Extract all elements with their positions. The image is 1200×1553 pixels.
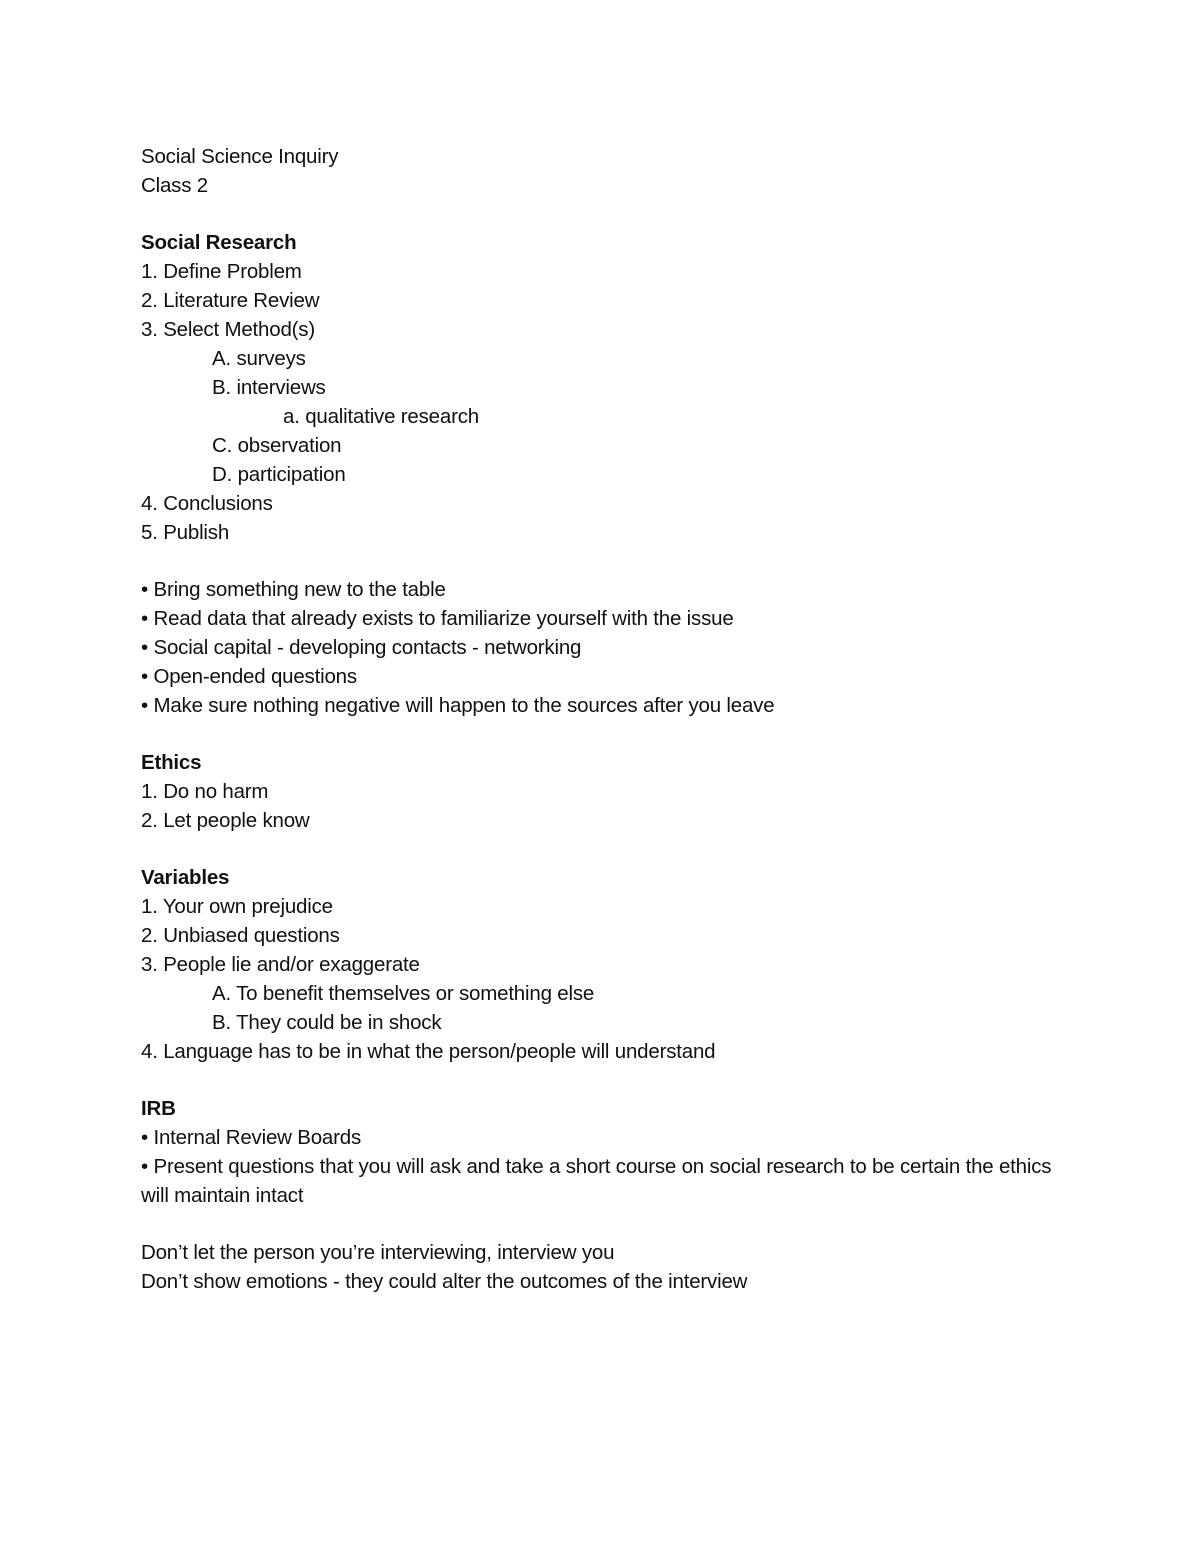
spacer — [141, 200, 1141, 228]
list-item: 2. Let people know — [141, 809, 310, 832]
section-heading-ethics: Ethics — [141, 751, 202, 774]
spacer — [141, 1066, 1141, 1094]
sub-list-item: D. participation — [212, 463, 346, 486]
sub-list-item: B. interviews — [212, 376, 326, 399]
bullet-item: • Bring something new to the table — [141, 578, 446, 601]
bullet-item: • Present questions that you will ask and take a short course on social research to be certain the ethics will maintain intact — [141, 1155, 1052, 1207]
list-item: 1. Define Problem — [141, 260, 302, 283]
spacer — [141, 835, 1141, 863]
list-item: 4. Conclusions — [141, 492, 273, 515]
bullet-item: • Read data that already exists to familiarize yourself with the issue — [141, 607, 734, 630]
spacer — [141, 720, 1141, 748]
spacer — [141, 547, 1141, 575]
section-heading-social-research: Social Research — [141, 231, 297, 254]
bullet-item: • Make sure nothing negative will happen to the sources after you leave — [141, 694, 775, 717]
bullet-item: • Social capital - developing contacts - networking — [141, 636, 582, 659]
closing-line: Don’t let the person you’re interviewing, interview you — [141, 1241, 615, 1264]
list-item: 3. Select Method(s) — [141, 318, 315, 341]
spacer — [141, 1210, 1141, 1238]
list-item: 4. Language has to be in what the person/people will understand — [141, 1040, 716, 1063]
document-subtitle: Class 2 — [141, 174, 208, 197]
section-heading-irb: IRB — [141, 1097, 176, 1120]
list-item: 3. People lie and/or exaggerate — [141, 953, 420, 976]
bullet-item: • Open-ended questions — [141, 665, 357, 688]
list-item: 2. Unbiased questions — [141, 924, 340, 947]
list-item: 1. Do no harm — [141, 780, 269, 803]
sub-list-item: A. To benefit themselves or something else — [212, 982, 595, 1005]
closing-line: Don’t show emotions - they could alter the outcomes of the interview — [141, 1270, 748, 1293]
list-item: 1. Your own prejudice — [141, 895, 333, 918]
section-heading-variables: Variables — [141, 866, 230, 889]
sub-list-item: B. They could be in shock — [212, 1011, 442, 1034]
list-item: 5. Publish — [141, 521, 230, 544]
document-title: Social Science Inquiry — [141, 145, 339, 168]
sub-list-item: A. surveys — [212, 347, 306, 370]
sub-sub-list-item: a. qualitative research — [283, 405, 479, 428]
bullet-item: • Internal Review Boards — [141, 1126, 362, 1149]
list-item: 2. Literature Review — [141, 289, 320, 312]
sub-list-item: C. observation — [212, 434, 342, 457]
document-page — [141, 142, 1141, 1296]
